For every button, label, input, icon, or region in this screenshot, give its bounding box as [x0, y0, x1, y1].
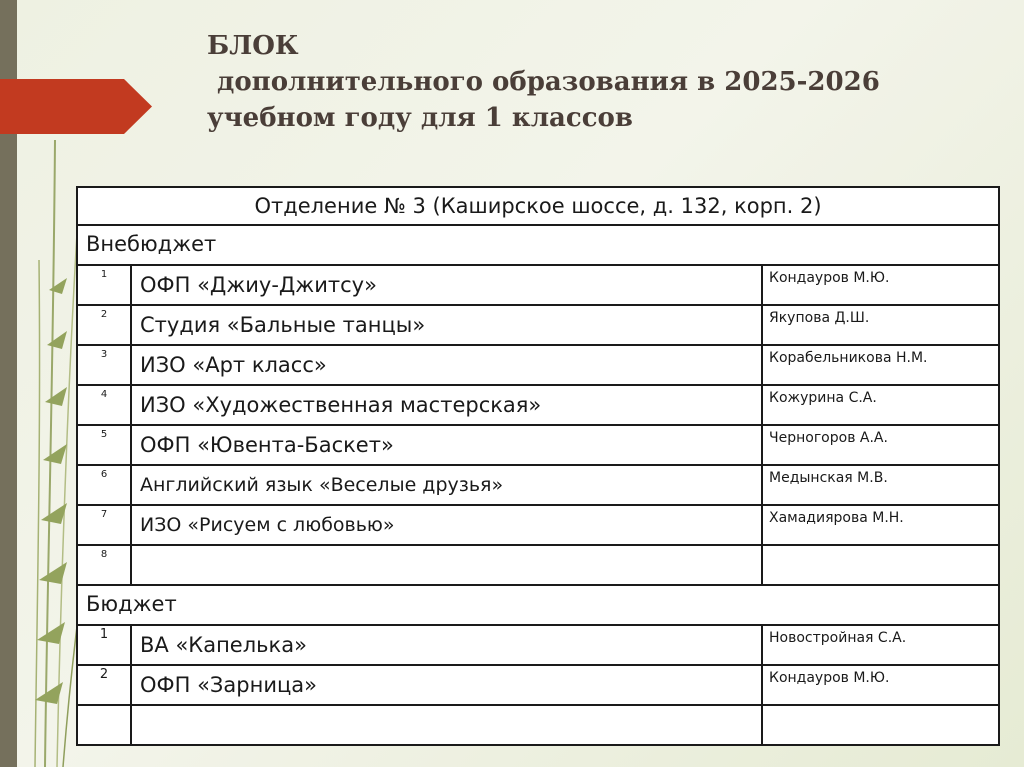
row-number: 2 — [77, 305, 131, 345]
program-name: ОФП «Зарница» — [131, 665, 762, 705]
title-line-3: учебном году для 1 классов — [207, 103, 633, 133]
title-line-2: дополнительного образования в 2025-2026 — [217, 67, 880, 97]
teacher-name: Новостройная С.А. — [762, 625, 999, 665]
program-name: ОФП «Джиу-Джитсу» — [131, 265, 762, 305]
row-number: 1 — [77, 265, 131, 305]
table-row — [77, 505, 999, 545]
teacher-name — [762, 705, 999, 745]
row-number — [77, 705, 131, 745]
row-number: 4 — [77, 385, 131, 425]
department-header: Отделение № 3 (Каширское шоссе, д. 132, корп. 2) — [77, 187, 999, 225]
teacher-name — [762, 545, 999, 585]
page-title — [207, 28, 987, 136]
table-row — [77, 265, 999, 305]
teacher-name: Черногоров А.А. — [762, 425, 999, 465]
teacher-name: Якупова Д.Ш. — [762, 305, 999, 345]
table-row — [77, 665, 999, 705]
row-number: 3 — [77, 345, 131, 385]
teacher-name: Кондауров М.Ю. — [762, 265, 999, 305]
teacher-name: Кондауров М.Ю. — [762, 665, 999, 705]
row-number: 6 — [77, 465, 131, 505]
section-row — [77, 585, 999, 625]
program-name: Английский язык «Веселые друзья» — [131, 465, 762, 505]
table-row — [77, 425, 999, 465]
program-name: ВА «Капелька» — [131, 625, 762, 665]
program-name: ИЗО «Художественная мастерская» — [131, 385, 762, 425]
table-row — [77, 545, 999, 585]
table-row — [77, 705, 999, 745]
title-line-1: БЛОК — [207, 31, 299, 61]
accent-arrow-shape — [0, 79, 152, 134]
section-row — [77, 225, 999, 265]
program-name — [131, 705, 762, 745]
program-name — [131, 545, 762, 585]
program-name: ИЗО «Рисуем с любовью» — [131, 505, 762, 545]
row-number: 7 — [77, 505, 131, 545]
teacher-name: Кожурина С.А. — [762, 385, 999, 425]
row-number: 5 — [77, 425, 131, 465]
section-label-budget: Бюджет — [77, 585, 999, 625]
row-number: 8 — [77, 545, 131, 585]
teacher-name: Корабельникова Н.М. — [762, 345, 999, 385]
schedule-table — [76, 186, 1000, 746]
teacher-name: Медынская М.В. — [762, 465, 999, 505]
row-number: 1 — [77, 625, 131, 665]
program-name: ОФП «Ювента-Баскет» — [131, 425, 762, 465]
table-row — [77, 305, 999, 345]
program-name: ИЗО «Арт класс» — [131, 345, 762, 385]
program-name: Студия «Бальные танцы» — [131, 305, 762, 345]
section-label-offbudget: Внебюджет — [77, 225, 999, 265]
row-number: 2 — [77, 665, 131, 705]
table-row — [77, 465, 999, 505]
table-row — [77, 345, 999, 385]
table-header-row — [77, 187, 999, 225]
table-row — [77, 625, 999, 665]
table-row — [77, 385, 999, 425]
teacher-name: Хамадиярова М.Н. — [762, 505, 999, 545]
